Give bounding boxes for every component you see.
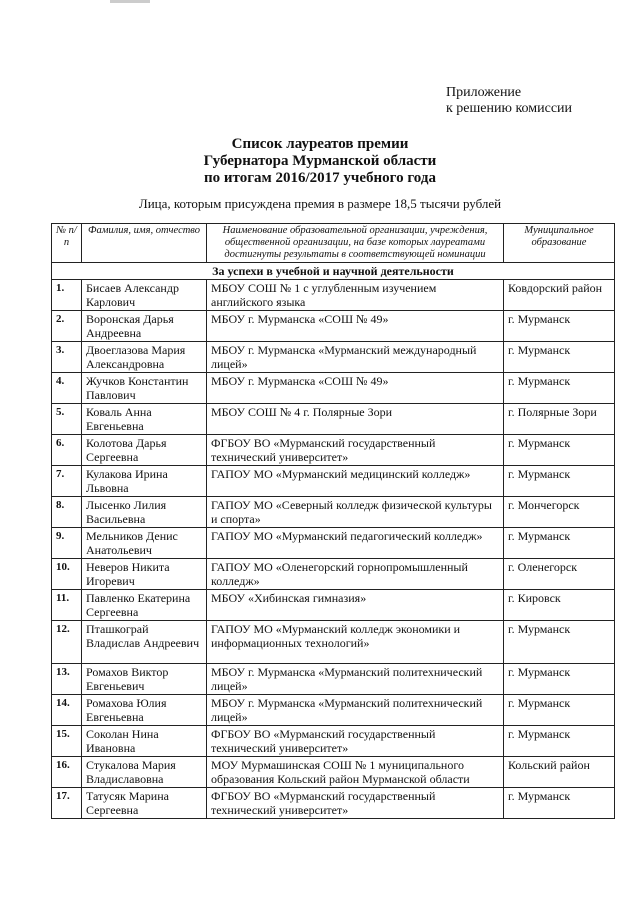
title-line-3: по итогам 2016/2017 учебного года <box>204 170 436 186</box>
cell-org: МБОУ г. Мурманска «СОШ № 49» <box>207 311 504 342</box>
cell-org: ГАПОУ МО «Северный колледж физической культуры и спорта» <box>207 497 504 528</box>
cell-name: Двоеглазова Мария Александровна <box>82 342 207 373</box>
cell-name: Неверов Никита Игоревич <box>82 559 207 590</box>
cell-num: 6. <box>52 435 82 466</box>
cell-num: 12. <box>52 621 82 664</box>
cell-org: МБОУ СОШ № 1 с углубленным изучением английского языка <box>207 280 504 311</box>
section-row <box>52 263 615 280</box>
cell-num: 11. <box>52 590 82 621</box>
cell-org: МБОУ СОШ № 4 г. Полярные Зори <box>207 404 504 435</box>
cell-municipality: г. Мурманск <box>504 466 615 497</box>
cell-num: 5. <box>52 404 82 435</box>
cell-name: Лысенко Лилия Васильевна <box>82 497 207 528</box>
cell-org: ГАПОУ МО «Мурманский педагогический колледж» <box>207 528 504 559</box>
table-row <box>52 664 615 695</box>
cell-num: 7. <box>52 466 82 497</box>
cell-name: Коваль Анна Евгеньевна <box>82 404 207 435</box>
scan-artifact <box>110 0 150 3</box>
document-title <box>0 136 640 187</box>
cell-org: МОУ Мурмашинская СОШ № 1 муниципального образования Кольский район Мурманской области <box>207 757 504 788</box>
appendix-line-1: Приложение <box>446 85 522 100</box>
table-row <box>52 311 615 342</box>
header-org: Наименование образовательной организации, учреждения, общественной организации, на базе которых лауреатами достигнуты результаты в соответствующей номинации <box>207 224 504 263</box>
table-row <box>52 590 615 621</box>
cell-municipality: Кольский район <box>504 757 615 788</box>
cell-municipality: г. Мурманск <box>504 342 615 373</box>
cell-municipality: Ковдорский район <box>504 280 615 311</box>
table-row <box>52 528 615 559</box>
cell-name: Павленко Екатерина Сергеевна <box>82 590 207 621</box>
cell-municipality: г. Мурманск <box>504 788 615 819</box>
section-title: За успехи в учебной и научной деятельности <box>52 263 615 280</box>
cell-name: Пташкограй Владислав Андреевич <box>82 621 207 664</box>
cell-name: Воронская Дарья Андреевна <box>82 311 207 342</box>
cell-name: Бисаев Александр Карлович <box>82 280 207 311</box>
cell-name: Жучков Константин Павлович <box>82 373 207 404</box>
appendix-note <box>446 85 572 117</box>
table-row <box>52 497 615 528</box>
appendix-line-2: к решению комиссии <box>446 101 573 116</box>
cell-municipality: г. Мурманск <box>504 373 615 404</box>
cell-name: Ромахова Юлия Евгеньевна <box>82 695 207 726</box>
title-line-2: Губернатора Мурманской области <box>203 153 437 169</box>
table-row <box>52 342 615 373</box>
cell-municipality: г. Кировск <box>504 590 615 621</box>
cell-org: ГАПОУ МО «Мурманский колледж экономики и информационных технологий» <box>207 621 504 664</box>
table-row <box>52 466 615 497</box>
cell-num: 8. <box>52 497 82 528</box>
cell-municipality: г. Мурманск <box>504 664 615 695</box>
cell-org: МБОУ г. Мурманска «Мурманский международный лицей» <box>207 342 504 373</box>
cell-num: 4. <box>52 373 82 404</box>
cell-name: Мельников Денис Анатольевич <box>82 528 207 559</box>
table-row <box>52 788 615 819</box>
cell-org: МБОУ «Хибинская гимназия» <box>207 590 504 621</box>
cell-name: Татусяк Марина Сергеевна <box>82 788 207 819</box>
cell-name: Кулакова Ирина Львовна <box>82 466 207 497</box>
cell-name: Соколан Нина Ивановна <box>82 726 207 757</box>
cell-municipality: г. Оленегорск <box>504 559 615 590</box>
header-name: Фамилия, имя, отчество <box>82 224 207 263</box>
table-row <box>52 435 615 466</box>
table-row <box>52 726 615 757</box>
table-row <box>52 559 615 590</box>
cell-num: 15. <box>52 726 82 757</box>
table-row <box>52 404 615 435</box>
cell-num: 1. <box>52 280 82 311</box>
cell-org: МБОУ г. Мурманска «СОШ № 49» <box>207 373 504 404</box>
cell-org: МБОУ г. Мурманска «Мурманский политехнический лицей» <box>207 695 504 726</box>
title-line-1: Список лауреатов премии <box>231 136 409 152</box>
cell-num: 16. <box>52 757 82 788</box>
cell-org: ФГБОУ ВО «Мурманский государственный технический университет» <box>207 435 504 466</box>
cell-org: ГАПОУ МО «Оленегорский горнопромышленный колледж» <box>207 559 504 590</box>
cell-org: МБОУ г. Мурманска «Мурманский политехнический лицей» <box>207 664 504 695</box>
cell-org: ГАПОУ МО «Мурманский медицинский колледж» <box>207 466 504 497</box>
table-row <box>52 373 615 404</box>
table-row <box>52 757 615 788</box>
cell-municipality: г. Мурманск <box>504 621 615 664</box>
cell-name: Колотова Дарья Сергеевна <box>82 435 207 466</box>
cell-org: ФГБОУ ВО «Мурманский государственный технический университет» <box>207 726 504 757</box>
cell-org: ФГБОУ ВО «Мурманский государственный технический университет» <box>207 788 504 819</box>
header-num: № п/п <box>52 224 82 263</box>
cell-num: 14. <box>52 695 82 726</box>
laureates-table <box>51 223 615 819</box>
cell-num: 13. <box>52 664 82 695</box>
cell-name: Ромахов Виктор Евгеньевич <box>82 664 207 695</box>
cell-municipality: г. Мурманск <box>504 726 615 757</box>
table-header-row <box>52 224 615 263</box>
cell-num: 9. <box>52 528 82 559</box>
cell-municipality: г. Мурманск <box>504 528 615 559</box>
cell-municipality: г. Мурманск <box>504 695 615 726</box>
cell-num: 3. <box>52 342 82 373</box>
header-municipality: Муниципальное образование <box>504 224 615 263</box>
cell-municipality: г. Мончегорск <box>504 497 615 528</box>
cell-municipality: г. Полярные Зори <box>504 404 615 435</box>
cell-municipality: г. Мурманск <box>504 311 615 342</box>
cell-num: 17. <box>52 788 82 819</box>
table-row <box>52 280 615 311</box>
cell-num: 10. <box>52 559 82 590</box>
cell-name: Стукалова Мария Владиславовна <box>82 757 207 788</box>
cell-municipality: г. Мурманск <box>504 435 615 466</box>
document-subtitle: Лица, которым присуждена премия в размере 18,5 тысячи рублей <box>138 196 502 211</box>
cell-num: 2. <box>52 311 82 342</box>
table-row <box>52 621 615 664</box>
table-row <box>52 695 615 726</box>
